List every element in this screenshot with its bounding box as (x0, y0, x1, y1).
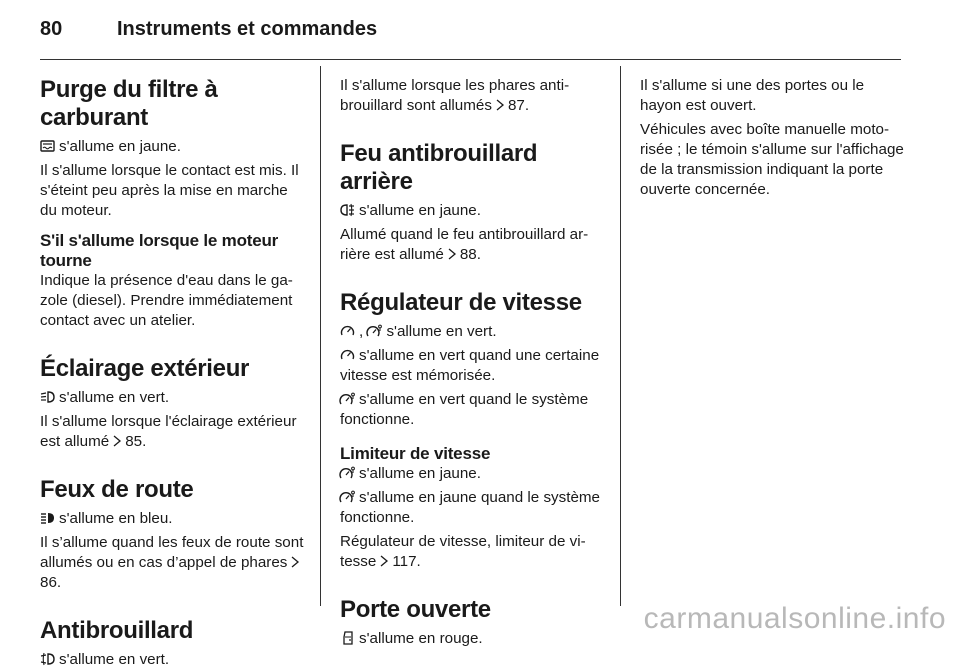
cruise-active-icon (340, 392, 355, 406)
rear-fog-status (340, 201, 605, 221)
column-left (40, 66, 305, 670)
high-beam-status-text: s'allume en bleu. (59, 510, 173, 527)
reference-arrow-icon (495, 99, 505, 111)
page-header (40, 18, 920, 48)
purge-status (40, 137, 305, 157)
exterior-light-page-ref: 85. (125, 433, 147, 450)
exterior-light-status-text: s'allume en vert. (59, 389, 170, 406)
limiter-text-1 (340, 488, 605, 528)
heading-exterior-light: Éclairage extérieur (40, 355, 250, 382)
fog-light-text-body: Il s'allume lorsque les phares antibrouillard sont allumés (340, 77, 570, 114)
reference-arrow-icon (112, 435, 122, 447)
reference-arrow-icon (447, 248, 457, 260)
rear-fog-text-body: Allumé quand le feu antibrouillard arrière est allumé (340, 226, 589, 263)
fog-light-icon (40, 652, 55, 666)
column-divider (620, 66, 621, 606)
limiter-status (340, 464, 605, 484)
high-beam-icon (40, 511, 55, 525)
column-middle (340, 66, 605, 649)
cruise-control-icon (340, 348, 355, 362)
fog-light-text (340, 76, 605, 116)
rear-fog-status-text: s'allume en jaune. (359, 202, 481, 219)
rear-fog-page-ref: 88. (459, 246, 481, 263)
door-status-text: s'allume en rouge. (359, 630, 483, 647)
heading-rear-fog: Feu antibrouillard arrière (340, 140, 538, 195)
high-beam-page-ref: 86. (40, 574, 62, 591)
limiter-status-text: s'allume en jaune. (359, 465, 481, 482)
purge-text-1: Il s'allume lorsque le contact est mis. Il s'éteint peu après la mise en marche du moteur. (40, 162, 299, 219)
cruise-control-icon (340, 324, 355, 338)
door-open-icon (340, 631, 355, 645)
door-status (340, 629, 605, 649)
chapter-title: Instruments et commandes (117, 18, 378, 40)
purge-status-text: s'allume en jaune. (59, 138, 181, 155)
fog-light-page-ref: 87. (507, 97, 530, 114)
exterior-light-status (40, 388, 305, 408)
fuel-filter-icon (40, 139, 55, 153)
heading-purge: Purge du filtre à carburant (40, 76, 218, 131)
cruise-text-2 (340, 390, 605, 430)
heading-cruise-control: Régulateur de vitesse (340, 289, 582, 316)
exterior-light-text-body: Il s'allume lorsque l'éclairage extérieur est allumé (40, 413, 297, 450)
limiter-text-2 (340, 532, 605, 572)
cruise-text-1 (340, 346, 605, 386)
limiter-text-1-body: s'allume en jaune quand le système fonctionne. (340, 489, 600, 526)
fog-light-status-text: s'allume en vert. (59, 651, 170, 668)
limiter-text-2-body: Régulateur de vitesse, limiteur de vitesse (340, 533, 586, 570)
purge-text-2: Indique la présence d'eau dans le gazole (diesel). Prendre immédiatement contact avec un atelier. (40, 272, 293, 329)
door-text-2: Véhicules avec boîte manuelle motorisée ; le témoin s'allume sur l'affichage de la transmission indiquant la porte ouverte concernée. (640, 121, 904, 198)
heading-high-beam: Feux de route (40, 476, 194, 503)
header-rule (40, 59, 901, 60)
column-divider (320, 66, 321, 606)
watermark: carmanualsonline.info (643, 602, 946, 635)
cruise-text-1-body: s'allume en vert quand une certaine vitesse est mémorisée. (340, 347, 600, 384)
column-right (640, 66, 905, 200)
rear-fog-icon (340, 203, 355, 217)
rear-fog-text (340, 225, 605, 265)
high-beam-text-body: Il s’allume quand les feux de route sont allumés ou en cas d’appel de phares (40, 534, 304, 571)
speed-limiter-icon (340, 466, 355, 480)
door-text-1: Il s'allume si une des portes ou le hayon est ouvert. (640, 77, 865, 114)
speed-limiter-icon (340, 490, 355, 504)
heading-door-open: Porte ouverte (340, 596, 491, 623)
exterior-light-icon (40, 390, 55, 404)
limiter-page-ref: 117. (392, 553, 421, 570)
cruise-active-icon (367, 324, 382, 338)
high-beam-text (40, 533, 305, 593)
reference-arrow-icon (379, 555, 389, 567)
exterior-light-text (40, 412, 305, 452)
fog-light-status (40, 650, 305, 670)
reference-arrow-icon (290, 556, 300, 568)
cruise-status: , s'allume en vert. (340, 322, 605, 342)
heading-fog-light: Antibrouillard (40, 617, 194, 644)
cruise-text-2-body: s'allume en vert quand le système fonctionne. (340, 391, 589, 428)
high-beam-status (40, 509, 305, 529)
page-number: 80 (40, 18, 63, 40)
subheading-speed-limiter: Limiteur de vitesse (340, 444, 491, 463)
cruise-status-text: s'allume en vert. (386, 323, 497, 340)
subheading-engine-running: S'il s'allume lorsque le moteur tourne (40, 231, 279, 270)
